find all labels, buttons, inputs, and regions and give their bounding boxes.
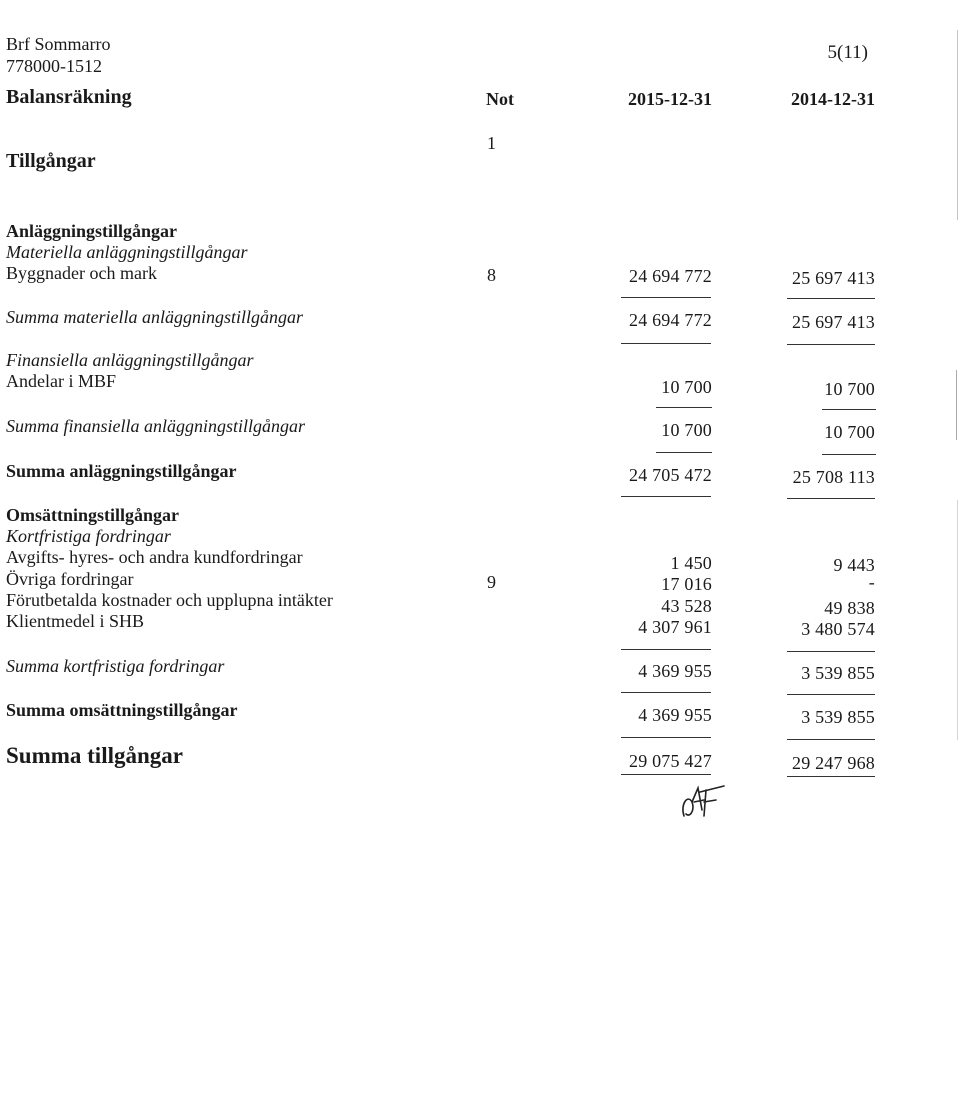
- grand-total-2014: 29 247 968: [792, 753, 875, 773]
- receivable-2014: -: [868, 572, 875, 592]
- receivables-heading: Kortfristiga fordringar: [6, 526, 171, 546]
- receivable-2015: 1 450: [670, 553, 712, 573]
- buildings-note: 8: [487, 265, 496, 285]
- org-number: 778000-1512: [6, 56, 102, 76]
- receivables-total-2015: 4 369 955: [638, 661, 712, 681]
- page-number: 5(11): [827, 42, 868, 63]
- rule: [621, 343, 711, 344]
- rule: [787, 776, 875, 777]
- rule: [787, 498, 875, 499]
- receivable-2014: 3 480 574: [801, 619, 875, 639]
- rule: [621, 692, 711, 693]
- rule: [656, 407, 712, 408]
- rule: [787, 344, 875, 345]
- buildings-label: Byggnader och mark: [6, 263, 157, 283]
- note-column-header: Not: [486, 89, 514, 109]
- assets-note: 1: [487, 133, 496, 153]
- year-2015-header: 2015-12-31: [628, 89, 712, 109]
- scan-edge: [957, 500, 958, 740]
- fixed-total-2015: 24 705 472: [629, 465, 712, 485]
- financial-assets-heading: Finansiella anläggningstillgångar: [6, 350, 254, 370]
- rule: [621, 496, 711, 497]
- receivable-2014: 49 838: [824, 598, 875, 618]
- financial-total-2014: 10 700: [824, 422, 875, 442]
- tangible-assets-heading: Materiella anläggningstillgångar: [6, 242, 248, 262]
- receivable-label: Förutbetalda kostnader och upplupna intäkter: [6, 590, 333, 610]
- rule: [621, 774, 711, 775]
- rule: [822, 454, 876, 455]
- fixed-total-2014: 25 708 113: [792, 467, 875, 487]
- current-total-label: Summa omsättningstillgångar: [6, 700, 238, 720]
- receivables-total-label: Summa kortfristiga fordringar: [6, 656, 225, 676]
- receivable-label: Övriga fordringar: [6, 569, 134, 589]
- rule: [787, 694, 875, 695]
- page-title: Balansräkning: [6, 86, 132, 108]
- rule: [787, 298, 875, 299]
- rule: [621, 297, 711, 298]
- tangible-total-label: Summa materiella anläggningstillgångar: [6, 307, 303, 327]
- current-total-2014: 3 539 855: [801, 707, 875, 727]
- grand-total-2015: 29 075 427: [629, 751, 712, 771]
- scan-edge: [957, 30, 958, 220]
- rule: [822, 409, 876, 410]
- mbf-2014: 10 700: [824, 379, 875, 399]
- year-2014-header: 2014-12-31: [791, 89, 875, 109]
- receivable-2015: 43 528: [661, 596, 712, 616]
- signature-initials: [678, 780, 728, 822]
- receivable-2015: 4 307 961: [638, 617, 712, 637]
- buildings-2015: 24 694 772: [629, 266, 712, 286]
- mbf-label: Andelar i MBF: [6, 371, 116, 391]
- assets-heading: Tillgångar: [6, 150, 96, 172]
- scan-edge: [956, 370, 957, 440]
- rule: [787, 651, 875, 652]
- fixed-assets-heading: Anläggningstillgångar: [6, 221, 178, 241]
- financial-total-2015: 10 700: [661, 420, 712, 440]
- rule: [621, 737, 711, 738]
- receivable-2015: 17 016: [661, 574, 712, 594]
- financial-total-label: Summa finansiella anläggningstillgångar: [6, 416, 306, 436]
- mbf-2015: 10 700: [661, 377, 712, 397]
- grand-total-label: Summa tillgångar: [6, 743, 183, 768]
- rule: [787, 739, 875, 740]
- buildings-2014: 25 697 413: [792, 268, 875, 288]
- receivable-label: Avgifts- hyres- och andra kundfordringar: [6, 547, 303, 567]
- current-total-2015: 4 369 955: [638, 705, 712, 725]
- tangible-total-2015: 24 694 772: [629, 310, 712, 330]
- rule: [621, 649, 711, 650]
- fixed-total-label: Summa anläggningstillgångar: [6, 461, 237, 481]
- receivables-total-2014: 3 539 855: [801, 663, 875, 683]
- rule: [656, 452, 712, 453]
- current-assets-heading: Omsättningstillgångar: [6, 505, 180, 525]
- receivable-label: Klientmedel i SHB: [6, 611, 144, 631]
- tangible-total-2014: 25 697 413: [792, 312, 875, 332]
- receivable-note: 9: [487, 572, 496, 592]
- receivable-2014: 9 443: [833, 555, 875, 575]
- org-name: Brf Sommarro: [6, 34, 111, 54]
